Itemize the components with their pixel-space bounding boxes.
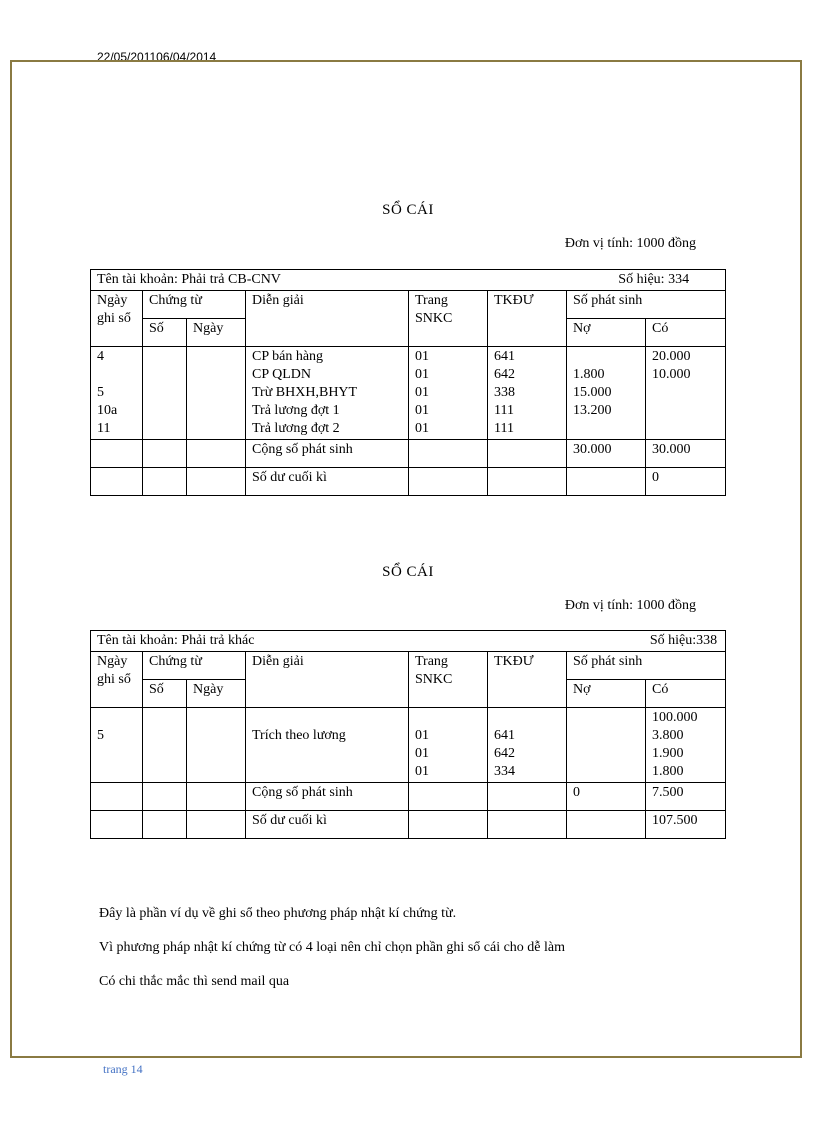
closing-label: Số dư cuối kì [246, 468, 409, 496]
body-voucher-no [143, 347, 187, 440]
closing-credit: 107.500 [646, 811, 726, 839]
body-date: 5 [91, 708, 143, 783]
header-counter-account: TKĐƯ [488, 291, 567, 347]
header-amount: Số phát sinh [567, 291, 726, 319]
body-date: 4 5 10a 11 [91, 347, 143, 440]
account-row [91, 270, 726, 291]
header-page: Trang SNKC [409, 291, 488, 347]
body-counter-account: 641 642 334 [488, 708, 567, 783]
header-voucher-date: Ngày [187, 680, 246, 708]
header-credit: Có [646, 319, 726, 347]
header-row [91, 291, 726, 319]
header-debit: Nợ [567, 680, 646, 708]
body-voucher-no [143, 708, 187, 783]
header-debit: Nợ [567, 319, 646, 347]
body-debit: 1.800 15.000 13.200 [567, 347, 646, 440]
header-voucher-no: Số [143, 680, 187, 708]
closing-row [91, 468, 726, 496]
closing-row [91, 811, 726, 839]
closing-label: Số dư cuối kì [246, 811, 409, 839]
total-label: Cộng số phát sinh [246, 783, 409, 811]
body-page: 01 01 01 01 01 [409, 347, 488, 440]
ledger-table-334 [90, 269, 726, 496]
header-date: Ngày ghi sổ [91, 652, 143, 708]
unit-label: Đơn vị tính: 1000 đồng [564, 598, 696, 613]
header-voucher-no: Số [143, 319, 187, 347]
header-description: Diễn giải [246, 291, 409, 347]
page-number: trang 14 [103, 1062, 143, 1076]
body-voucher-date [187, 347, 246, 440]
total-label: Cộng số phát sinh [246, 440, 409, 468]
body-counter-account: 641 642 338 111 111 [488, 347, 567, 440]
ledger-table-338 [90, 630, 726, 839]
header-voucher: Chứng từ [143, 652, 246, 680]
body-credit: 100.000 3.800 1.900 1.800 [646, 708, 726, 783]
account-number: Số hiệu: 334 [618, 272, 690, 287]
table-row [91, 708, 726, 783]
total-debit: 0 [567, 783, 646, 811]
ledger-title: SỔ CÁI [382, 564, 434, 580]
total-credit: 30.000 [646, 440, 726, 468]
account-row [91, 631, 726, 652]
account-name: Tên tài khoản: Phải trả CB-CNV [97, 272, 281, 287]
account-number: Số hiệu:338 [649, 633, 718, 648]
body-description: Trích theo lương [246, 708, 409, 783]
total-debit: 30.000 [567, 440, 646, 468]
table-row [91, 347, 726, 440]
header-voucher-date: Ngày [187, 319, 246, 347]
header-description: Diễn giải [246, 652, 409, 708]
header-credit: Có [646, 680, 726, 708]
header-voucher: Chứng từ [143, 291, 246, 319]
account-name: Tên tài khoản: Phải trả khác [97, 633, 255, 648]
ledger-title: SỔ CÁI [382, 202, 434, 218]
body-voucher-date [187, 708, 246, 783]
note-line: Có chi thắc mắc thì send mail qua [99, 974, 290, 989]
total-credit: 7.500 [646, 783, 726, 811]
body-description: CP bán hàng CP QLDN Trừ BHXH,BHYT Trả lương đợt 1 Trả lương đợt 2 [246, 347, 409, 440]
closing-debit [567, 811, 646, 839]
unit-label: Đơn vị tính: 1000 đồng [564, 236, 696, 251]
header-row [91, 652, 726, 680]
closing-debit [567, 468, 646, 496]
closing-credit: 0 [646, 468, 726, 496]
header-amount: Số phát sinh [567, 652, 726, 680]
header-date: 22/05/201106/04/2014 [97, 50, 217, 64]
header-page: Trang SNKC [409, 652, 488, 708]
total-row [91, 440, 726, 468]
note-line: Vì phương pháp nhật kí chứng từ có 4 loại nên chỉ chọn phần ghi sổ cái cho dễ làm [99, 940, 566, 955]
note-line: Đây là phần ví dụ về ghi sổ theo phương pháp nhật kí chứng từ. [99, 906, 457, 921]
body-debit [567, 708, 646, 783]
body-credit: 20.000 10.000 [646, 347, 726, 440]
header-counter-account: TKĐƯ [488, 652, 567, 708]
header-date: Ngày ghi sổ [91, 291, 143, 347]
body-page: 01 01 01 [409, 708, 488, 783]
total-row [91, 783, 726, 811]
